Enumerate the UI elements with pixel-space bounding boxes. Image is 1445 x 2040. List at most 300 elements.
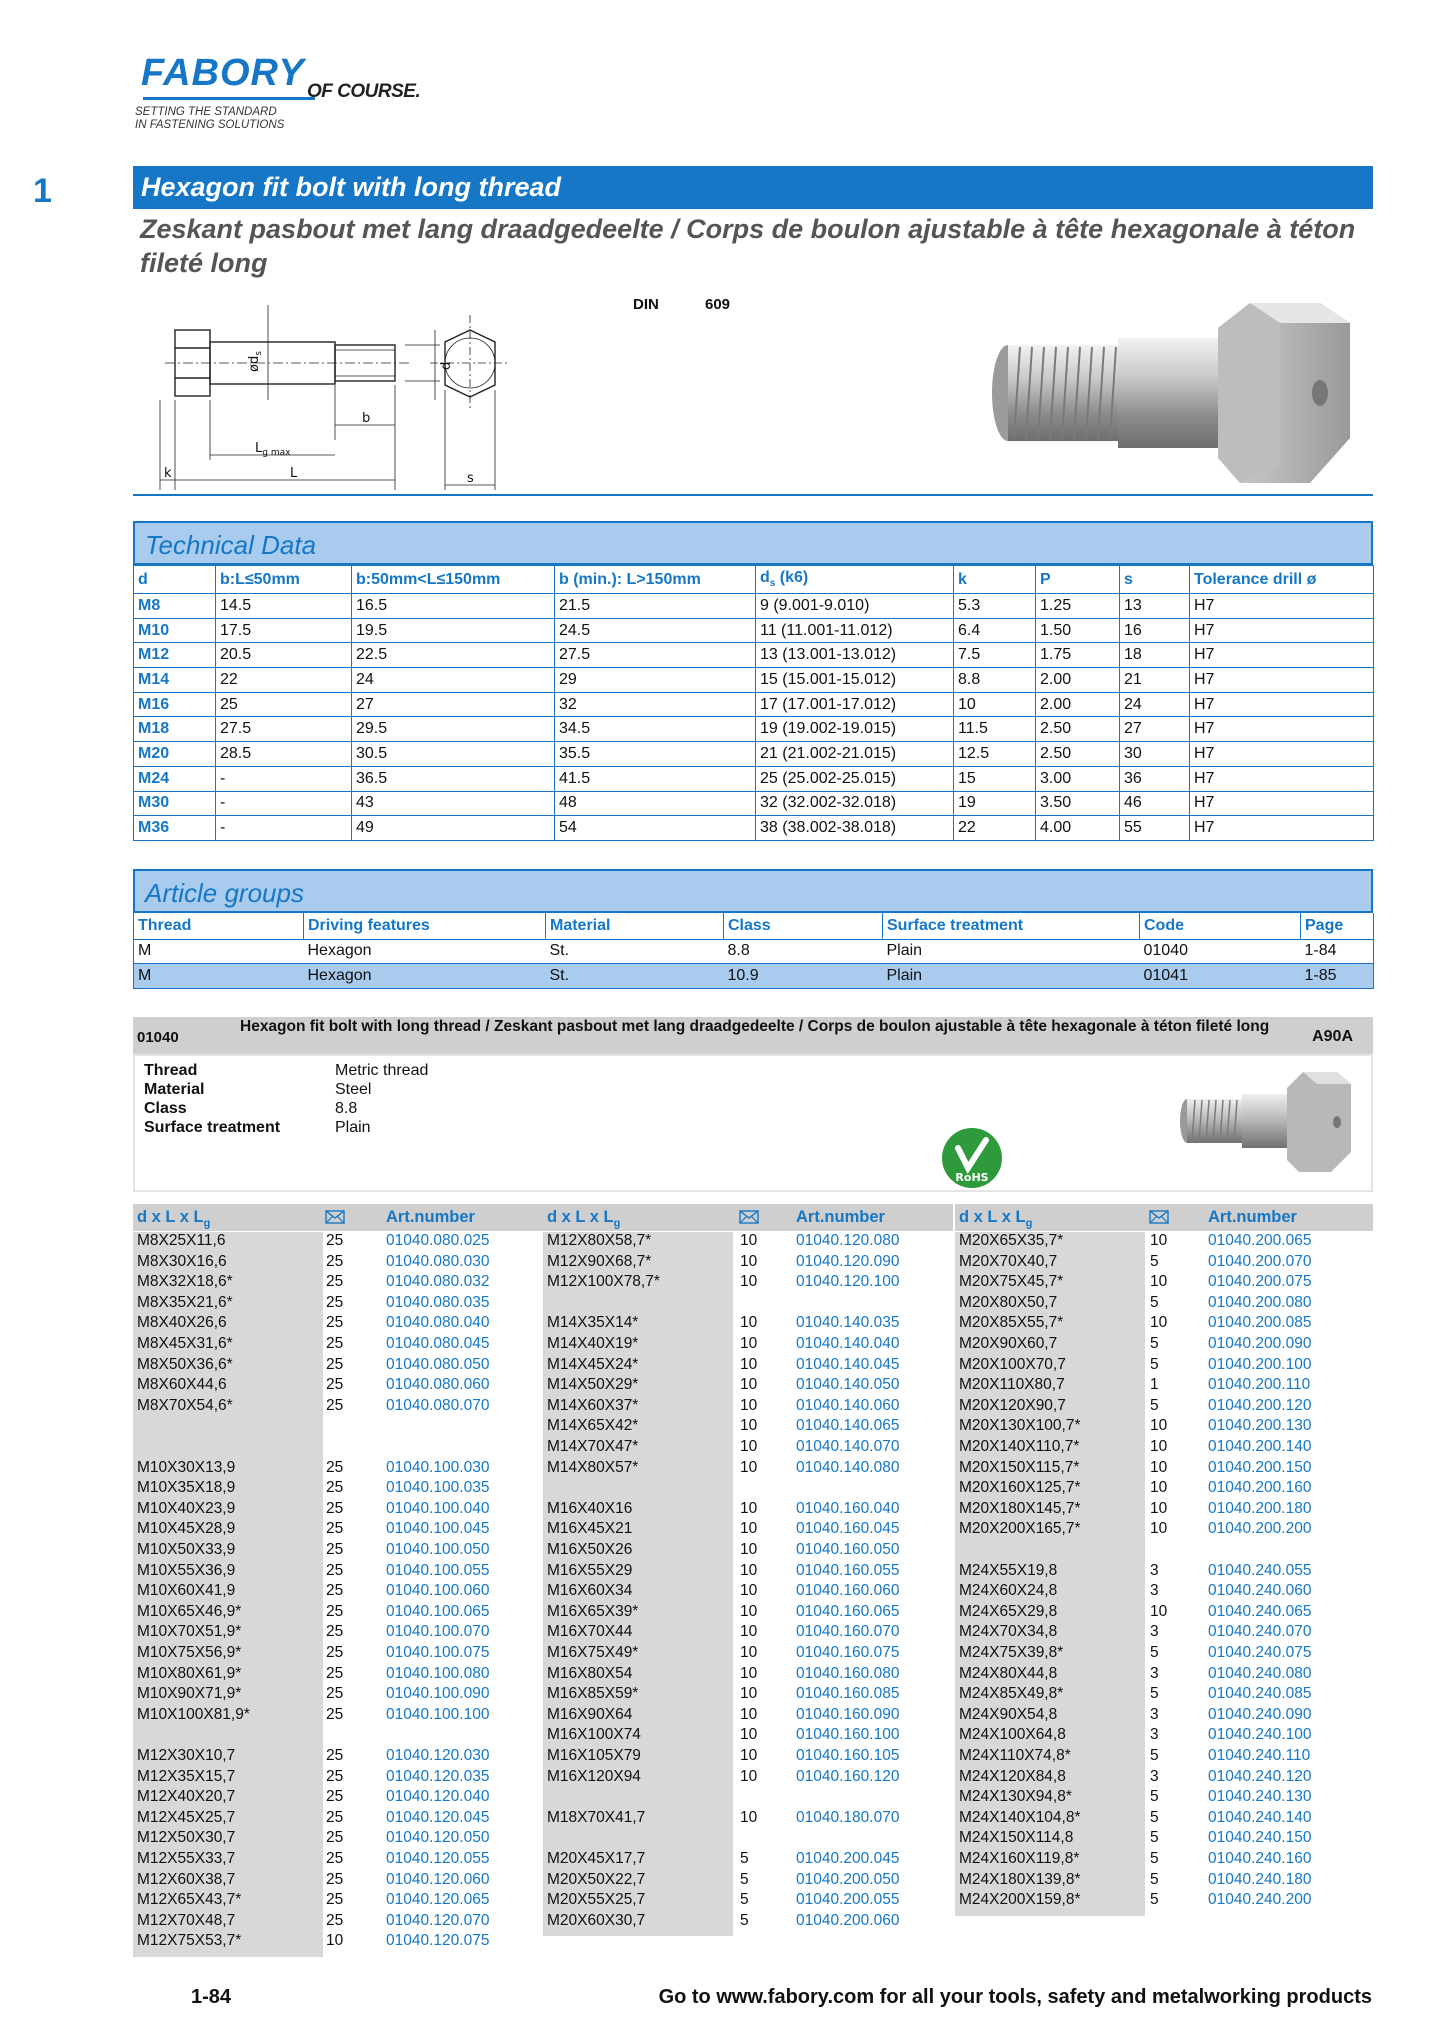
list-item[interactable] (543, 1253, 933, 1274)
list-item[interactable] (955, 1768, 1373, 1789)
list-item[interactable] (955, 1314, 1373, 1335)
list-item[interactable] (133, 1232, 523, 1253)
list-item[interactable] (955, 1335, 1373, 1356)
table-cell: 10 (954, 692, 1036, 717)
list-item[interactable] (543, 1562, 933, 1583)
table-cell: H7 (1190, 618, 1374, 643)
item-article-number[interactable]: 01040.080.050 (386, 1355, 490, 1373)
item-article-number[interactable]: 01040.240.160 (1208, 1850, 1312, 1867)
col-header: Tolerance drill ø (1190, 566, 1374, 594)
item-article-number[interactable]: 01040.180.070 (796, 1808, 900, 1826)
item-article-number[interactable]: 01040.200.200 (1208, 1520, 1312, 1538)
item-article-number[interactable]: 01040.200.085 (1208, 1314, 1312, 1332)
table-cell: 9 (9.001-9.010) (756, 594, 954, 619)
table-row (134, 791, 1374, 816)
item-article-number[interactable]: 01040.240.060 (1208, 1582, 1312, 1600)
list-item[interactable] (543, 1459, 933, 1480)
item-article-number[interactable]: 01040.100.065 (386, 1602, 490, 1620)
item-article-number[interactable]: 01040.240.180 (1208, 1870, 1312, 1888)
item-article-number[interactable]: 01040.200.160 (1208, 1479, 1312, 1497)
item-article-number[interactable]: 01040.200.110 (1208, 1376, 1311, 1394)
list-item[interactable] (133, 1768, 523, 1789)
product-header (133, 1017, 1373, 1054)
list-item[interactable] (955, 1294, 1373, 1315)
item-dimension: M20X45X17,7 (547, 1850, 646, 1867)
item-article-number[interactable]: 01040.240.085 (1208, 1685, 1312, 1703)
col-header: b (min.): L>150mm (555, 566, 756, 594)
col-header: Driving features (304, 913, 546, 939)
item-article-number[interactable]: 01040.200.045 (796, 1850, 900, 1867)
list-item[interactable] (133, 1788, 523, 1809)
table-row (134, 594, 1374, 619)
table-cell: 1.25 (1036, 594, 1120, 619)
item-quantity: 25 (326, 1252, 344, 1270)
table-cell: 1.75 (1036, 643, 1120, 668)
table-cell: 15 (15.001-15.012) (756, 668, 954, 693)
list-item[interactable] (133, 1829, 523, 1850)
table-cell: M14 (134, 668, 216, 693)
item-article-number[interactable]: 01040.140.040 (796, 1335, 900, 1352)
item-article-number[interactable]: 01040.160.085 (796, 1685, 900, 1703)
item-article-number[interactable]: 01040.120.100 (796, 1273, 900, 1291)
list-item[interactable] (133, 1603, 523, 1624)
list-item[interactable] (955, 1397, 1373, 1418)
logo-subline-2: IN FASTENING SOLUTIONS (135, 119, 285, 131)
list-item[interactable] (133, 1871, 523, 1892)
table-cell: 25 (25.002-25.015) (756, 766, 954, 791)
item-article-number[interactable]: 01040.240.200 (1208, 1891, 1312, 1909)
item-article-number[interactable]: 01040.240.150 (1208, 1829, 1312, 1847)
list-item[interactable] (543, 1500, 933, 1521)
list-item[interactable] (133, 1335, 523, 1356)
list-item[interactable] (133, 1459, 523, 1480)
list-item[interactable] (543, 1356, 933, 1377)
list-item[interactable] (133, 1314, 523, 1335)
item-article-number[interactable]: 01040.200.120 (1208, 1396, 1312, 1414)
list-item[interactable] (133, 1253, 523, 1274)
item-article-number[interactable]: 01040.200.055 (796, 1891, 900, 1909)
table-cell: 10.9 (724, 964, 883, 989)
item-dimension: M8X60X44,6 (137, 1376, 227, 1394)
list-item[interactable] (133, 1932, 523, 1953)
item-article-number[interactable]: 01040.080.070 (386, 1396, 490, 1414)
item-article-number[interactable]: 01040.160.100 (796, 1726, 900, 1744)
item-dimension: M10X30X13,9 (137, 1458, 236, 1476)
item-article-number[interactable]: 01040.200.080 (1208, 1293, 1312, 1311)
item-quantity: 25 (326, 1335, 344, 1352)
table-cell: Plain (883, 939, 1140, 964)
item-article-number[interactable]: 01040.100.055 (386, 1561, 490, 1579)
list-item[interactable] (543, 1273, 933, 1294)
list-item[interactable] (133, 1685, 523, 1706)
table-cell: H7 (1190, 692, 1374, 717)
list-item[interactable] (133, 1397, 523, 1418)
list-item[interactable] (133, 1850, 523, 1871)
label-d: d (439, 361, 454, 370)
item-quantity: 5 (1150, 1293, 1159, 1311)
item-quantity: 3 (1150, 1664, 1159, 1682)
item-article-number[interactable]: 01040.200.070 (1208, 1252, 1312, 1270)
list-item[interactable] (543, 1726, 933, 1747)
list-item[interactable] (543, 1335, 933, 1356)
item-article-number[interactable]: 01040.120.060 (386, 1870, 490, 1888)
page-title: Hexagon fit bolt with long thread (141, 172, 561, 202)
item-article-number[interactable]: 01040.140.050 (796, 1376, 900, 1394)
list-item[interactable] (133, 1623, 523, 1644)
item-article-number[interactable]: 01040.200.100 (1208, 1355, 1312, 1373)
list-item[interactable] (543, 1397, 933, 1418)
item-article-number[interactable]: 01040.240.130 (1208, 1788, 1312, 1806)
item-article-number[interactable]: 01040.100.030 (386, 1458, 490, 1476)
item-quantity: 10 (740, 1705, 758, 1723)
list-item[interactable] (955, 1871, 1373, 1892)
list-item[interactable] (543, 1665, 933, 1686)
item-dimension: M10X40X23,9 (137, 1499, 236, 1517)
item-quantity: 10 (740, 1602, 758, 1620)
item-article-number[interactable]: 01040.120.050 (386, 1829, 490, 1847)
table-header-row (134, 913, 1374, 939)
list-item[interactable] (543, 1706, 933, 1727)
item-dimension: M12X65X43,7* (137, 1891, 242, 1909)
list-item[interactable] (955, 1417, 1373, 1438)
item-quantity: 25 (326, 1870, 344, 1888)
list-item[interactable] (955, 1232, 1373, 1253)
item-article-number[interactable]: 01040.080.045 (386, 1335, 490, 1352)
list-item[interactable] (955, 1891, 1373, 1912)
footer-link-text[interactable]: Go to www.fabory.com for all your tools, safety and metalworking products (658, 1986, 1372, 2008)
item-article-number[interactable]: 01040.160.045 (796, 1520, 900, 1538)
item-quantity: 10 (1150, 1520, 1168, 1538)
table-cell: - (216, 791, 352, 816)
list-item[interactable] (955, 1582, 1373, 1603)
item-article-number[interactable]: 01040.240.090 (1208, 1705, 1312, 1723)
list-item[interactable] (133, 1294, 523, 1315)
item-dimension: M16X80X54 (547, 1664, 633, 1682)
table-cell: 27 (352, 692, 555, 717)
item-article-number[interactable]: 01040.200.060 (796, 1911, 900, 1929)
table-cell: 22 (954, 816, 1036, 841)
item-article-number[interactable]: 01040.200.050 (796, 1870, 900, 1888)
item-article-number[interactable]: 01040.240.070 (1208, 1623, 1312, 1641)
list-item[interactable] (133, 1273, 523, 1294)
table-cell: 16.5 (352, 594, 555, 619)
item-article-number[interactable]: 01040.160.070 (796, 1623, 900, 1641)
list-item[interactable] (955, 1356, 1373, 1377)
item-article-number[interactable]: 01040.140.080 (796, 1458, 900, 1476)
item-quantity: 5 (740, 1911, 749, 1929)
list-item[interactable] (543, 1376, 933, 1397)
item-article-number[interactable]: 01040.120.040 (386, 1788, 490, 1806)
item-article-number[interactable]: 01040.100.100 (386, 1705, 490, 1723)
item-quantity: 10 (326, 1932, 344, 1950)
table-cell: H7 (1190, 594, 1374, 619)
item-article-number[interactable]: 01040.160.060 (796, 1582, 900, 1600)
table-cell: H7 (1190, 643, 1374, 668)
item-article-number[interactable]: 01040.140.035 (796, 1314, 900, 1332)
list-item[interactable] (955, 1706, 1373, 1727)
table-cell: 27 (1120, 717, 1190, 742)
list-item[interactable] (543, 1314, 933, 1335)
item-quantity: 25 (326, 1850, 344, 1867)
item-dimension: M12X75X53,7* (137, 1932, 242, 1950)
item-dimension: M14X65X42* (547, 1417, 639, 1435)
item-article-number[interactable]: 01040.200.140 (1208, 1438, 1312, 1455)
item-article-number[interactable]: 01040.200.065 (1208, 1232, 1312, 1249)
list-item[interactable] (955, 1726, 1373, 1747)
list-item[interactable] (955, 1685, 1373, 1706)
item-dimension: M24X85X49,8* (959, 1685, 1064, 1703)
item-quantity: 10 (740, 1664, 758, 1682)
item-quantity: 10 (740, 1808, 758, 1826)
item-quantity: 5 (1150, 1788, 1159, 1806)
table-cell: 19.5 (352, 618, 555, 643)
list-item[interactable] (543, 1623, 933, 1644)
label-k: k (164, 466, 172, 481)
item-article-number[interactable]: 01040.120.045 (386, 1808, 490, 1826)
list-item[interactable] (543, 1912, 933, 1933)
item-article-number[interactable]: 01040.140.070 (796, 1438, 900, 1455)
product-body (133, 1054, 1373, 1192)
list-item[interactable] (955, 1520, 1373, 1541)
list-item[interactable] (133, 1582, 523, 1603)
item-dimension: M12X40X20,7 (137, 1788, 236, 1806)
item-article-number[interactable]: 01040.160.090 (796, 1705, 900, 1723)
list-item[interactable] (543, 1520, 933, 1541)
item-article-number[interactable]: 01040.120.080 (796, 1232, 900, 1249)
page-number: 1-84 (191, 1986, 232, 2008)
list-item[interactable] (133, 1479, 523, 1500)
item-article-number[interactable]: 01040.080.032 (386, 1273, 490, 1291)
col-header: b:L≤50mm (216, 566, 352, 594)
item-article-number[interactable]: 01040.160.055 (796, 1561, 900, 1579)
item-article-number[interactable]: 01040.160.065 (796, 1602, 900, 1620)
table-cell: 36 (1120, 766, 1190, 791)
list-item[interactable] (955, 1603, 1373, 1624)
item-article-number[interactable]: 01040.100.075 (386, 1644, 490, 1661)
product-ref: A90A (1312, 1028, 1353, 1045)
item-quantity: 3 (1150, 1705, 1159, 1723)
item-quantity: 25 (326, 1458, 344, 1476)
table-cell: 38 (38.002-38.018) (756, 816, 954, 841)
list-item[interactable] (133, 1520, 523, 1541)
list-item[interactable] (543, 1891, 933, 1912)
listing-dim-header: d x L x $L_g$ (137, 1208, 211, 1230)
item-quantity: 10 (740, 1644, 758, 1661)
table-cell: 18 (1120, 643, 1190, 668)
item-article-number[interactable]: 01040.200.090 (1208, 1335, 1312, 1352)
item-quantity: 10 (740, 1355, 758, 1373)
item-quantity: 10 (740, 1623, 758, 1641)
item-article-number[interactable]: 01040.240.120 (1208, 1767, 1312, 1785)
item-article-number[interactable]: 01040.200.075 (1208, 1273, 1312, 1291)
item-article-number[interactable]: 01040.120.055 (386, 1850, 490, 1867)
item-article-number[interactable]: 01040.100.040 (386, 1499, 490, 1517)
item-article-number[interactable]: 01040.080.040 (386, 1314, 490, 1332)
item-quantity: 5 (1150, 1396, 1159, 1414)
item-quantity: 10 (1150, 1273, 1168, 1291)
item-article-number[interactable]: 01040.120.065 (386, 1891, 490, 1909)
item-article-number[interactable]: 01040.100.060 (386, 1582, 490, 1600)
list-item[interactable] (955, 1747, 1373, 1768)
list-item[interactable] (133, 1541, 523, 1562)
item-article-number[interactable]: 01040.080.030 (386, 1252, 490, 1270)
label-s: s (467, 471, 474, 486)
item-article-number[interactable]: 01040.240.080 (1208, 1664, 1312, 1682)
spec-label: Thread (144, 1062, 198, 1079)
table-cell: 36.5 (352, 766, 555, 791)
list-item[interactable] (543, 1768, 933, 1789)
item-article-number[interactable]: 01040.120.075 (386, 1932, 490, 1950)
item-article-number[interactable]: 01040.080.025 (386, 1232, 490, 1249)
item-dimension: M16X60X34 (547, 1582, 633, 1600)
list-item[interactable] (955, 1500, 1373, 1521)
item-article-number[interactable]: 01040.160.075 (796, 1644, 900, 1661)
list-item[interactable] (955, 1850, 1373, 1871)
item-article-number[interactable]: 01040.100.080 (386, 1664, 490, 1682)
item-article-number[interactable]: 01040.200.180 (1208, 1499, 1312, 1517)
logo-underline (143, 97, 315, 100)
item-article-number[interactable]: 01040.160.040 (796, 1499, 900, 1517)
item-article-number[interactable]: 01040.160.120 (796, 1767, 900, 1785)
list-item[interactable] (133, 1912, 523, 1933)
item-quantity: 10 (740, 1747, 758, 1764)
list-item[interactable] (133, 1644, 523, 1665)
list-item[interactable] (133, 1665, 523, 1686)
list-item[interactable] (133, 1562, 523, 1583)
list-item[interactable] (543, 1747, 933, 1768)
list-item[interactable] (955, 1438, 1373, 1459)
item-article-number[interactable]: 01040.120.030 (386, 1747, 490, 1764)
item-quantity: 5 (1150, 1870, 1159, 1888)
list-item[interactable] (543, 1232, 933, 1253)
table-cell: 21 (1120, 668, 1190, 693)
item-article-number[interactable]: 01040.240.100 (1208, 1726, 1312, 1744)
item-quantity: 5 (1150, 1829, 1159, 1847)
item-quantity: 3 (1150, 1561, 1159, 1579)
list-item[interactable] (543, 1417, 933, 1438)
list-item[interactable] (955, 1665, 1373, 1686)
item-quantity: 25 (326, 1479, 344, 1497)
item-article-number[interactable]: 01040.100.090 (386, 1685, 490, 1703)
item-article-number[interactable]: 01040.240.140 (1208, 1808, 1312, 1826)
item-article-number[interactable]: 01040.140.065 (796, 1417, 900, 1435)
item-article-number[interactable]: 01040.120.090 (796, 1252, 900, 1270)
item-article-number[interactable]: 01040.240.110 (1208, 1747, 1311, 1764)
table-cell: H7 (1190, 668, 1374, 693)
item-dimension: M20X110X80,7 (959, 1376, 1065, 1394)
list-item[interactable] (133, 1500, 523, 1521)
item-article-number[interactable]: 01040.160.080 (796, 1664, 900, 1682)
item-quantity: 25 (326, 1314, 344, 1332)
item-dimension: M14X70X47* (547, 1438, 639, 1455)
technical-drawing (140, 290, 520, 495)
item-article-number[interactable]: 01040.160.105 (796, 1747, 900, 1764)
list-item[interactable] (955, 1562, 1373, 1583)
item-article-number[interactable]: 01040.080.035 (386, 1293, 490, 1311)
table-cell: 2.50 (1036, 742, 1120, 767)
item-article-number[interactable]: 01040.120.070 (386, 1911, 490, 1929)
item-quantity: 10 (740, 1335, 758, 1352)
list-item[interactable] (133, 1376, 523, 1397)
list-item[interactable] (543, 1582, 933, 1603)
list-item[interactable] (543, 1850, 933, 1871)
table-row[interactable] (134, 964, 1374, 989)
list-item[interactable] (543, 1541, 933, 1562)
list-item[interactable] (543, 1644, 933, 1665)
list-item[interactable] (955, 1829, 1373, 1850)
list-item[interactable] (955, 1376, 1373, 1397)
list-item[interactable] (955, 1479, 1373, 1500)
list-item[interactable] (955, 1788, 1373, 1809)
list-item[interactable] (133, 1356, 523, 1377)
list-item[interactable] (955, 1273, 1373, 1294)
spec-value: 8.8 (335, 1100, 358, 1117)
list-item[interactable] (543, 1685, 933, 1706)
item-quantity: 10 (740, 1314, 758, 1332)
list-item[interactable] (133, 1706, 523, 1727)
item-article-number[interactable]: 01040.240.055 (1208, 1561, 1312, 1579)
item-article-number[interactable]: 01040.200.150 (1208, 1458, 1312, 1476)
spec-label: Material (144, 1081, 205, 1098)
item-article-number[interactable]: 01040.140.045 (796, 1355, 900, 1373)
list-item[interactable] (955, 1253, 1373, 1274)
bolt-photo (980, 293, 1380, 493)
item-article-number[interactable]: 01040.100.070 (386, 1623, 490, 1641)
col-header-ds: $d_s$ (k6) (756, 566, 954, 594)
list-item[interactable] (955, 1809, 1373, 1830)
item-article-number[interactable]: 01040.100.050 (386, 1541, 490, 1558)
list-item[interactable] (133, 1891, 523, 1912)
item-article-number[interactable]: 01040.160.050 (796, 1541, 900, 1558)
table-cell: 14.5 (216, 594, 352, 619)
item-article-number[interactable]: 01040.140.060 (796, 1396, 900, 1414)
list-item[interactable] (543, 1438, 933, 1459)
item-quantity: 10 (1150, 1602, 1168, 1620)
list-item[interactable] (543, 1809, 933, 1830)
list-item[interactable] (133, 1809, 523, 1830)
list-item[interactable] (955, 1644, 1373, 1665)
table-cell: M12 (134, 643, 216, 668)
table-cell: Hexagon (304, 939, 546, 964)
table-row[interactable] (134, 939, 1374, 964)
item-dimension: M16X85X59* (547, 1685, 639, 1703)
list-item[interactable] (543, 1603, 933, 1624)
item-article-number[interactable]: 01040.100.045 (386, 1520, 490, 1538)
item-quantity: 10 (740, 1396, 758, 1414)
item-quantity: 5 (1150, 1644, 1159, 1661)
item-article-number[interactable]: 01040.240.075 (1208, 1644, 1312, 1661)
table-cell: 8.8 (954, 668, 1036, 693)
table-cell: 27.5 (555, 643, 756, 668)
item-article-number[interactable]: 01040.100.035 (386, 1479, 490, 1497)
item-article-number[interactable]: 01040.240.065 (1208, 1602, 1312, 1620)
item-article-number[interactable]: 01040.200.130 (1208, 1417, 1312, 1435)
list-item[interactable] (955, 1623, 1373, 1644)
din-label: DIN (633, 296, 659, 313)
list-item[interactable] (955, 1459, 1373, 1480)
table-cell: H7 (1190, 816, 1374, 841)
item-article-number[interactable]: 01040.120.035 (386, 1767, 490, 1785)
item-quantity: 5 (740, 1870, 749, 1888)
item-dimension: M20X75X45,7* (959, 1273, 1064, 1291)
item-quantity: 25 (326, 1293, 344, 1311)
item-quantity: 25 (326, 1273, 344, 1291)
table-cell: 48 (555, 791, 756, 816)
list-item[interactable] (543, 1871, 933, 1892)
list-item[interactable] (133, 1747, 523, 1768)
table-cell: St. (546, 964, 724, 989)
item-article-number[interactable]: 01040.080.060 (386, 1376, 490, 1394)
